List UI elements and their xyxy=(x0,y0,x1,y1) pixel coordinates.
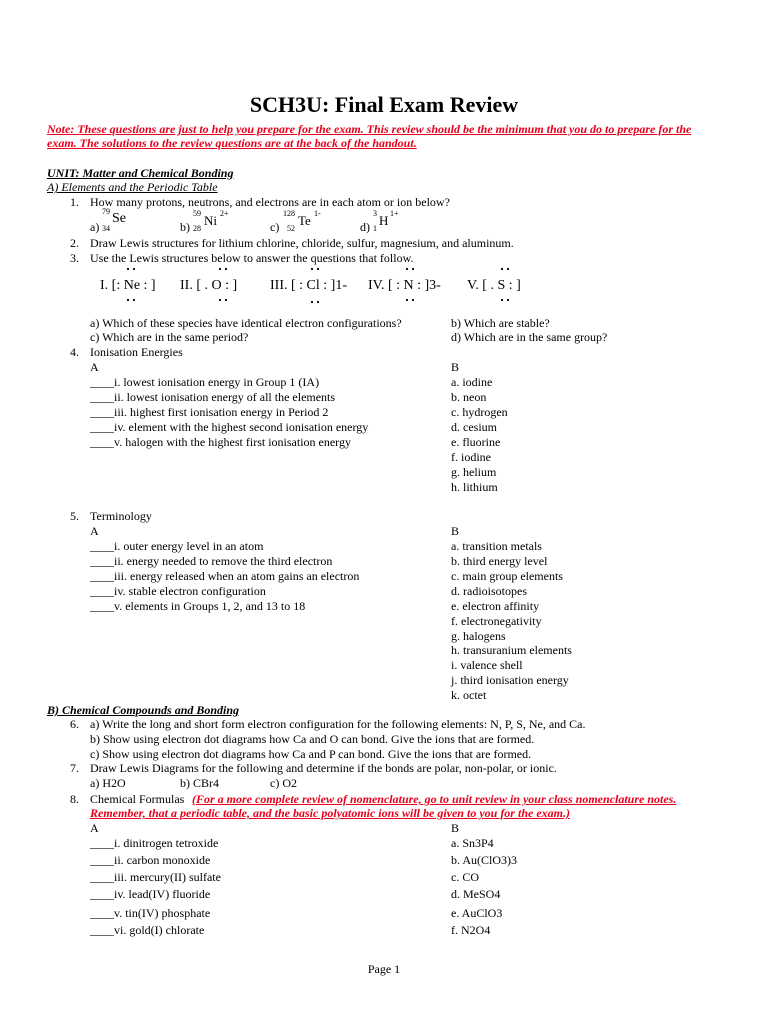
q1-d-atomic: 1 xyxy=(373,224,377,233)
q3-question-d: d) Which are in the same group? xyxy=(451,330,608,344)
q3-question-b: b) Which are stable? xyxy=(451,316,550,330)
lewis-structure-5: V. [ . S : ] xyxy=(467,278,521,293)
q4-left-item: ____iv. element with the highest second ionisation energy xyxy=(90,420,369,434)
q5-right-item: j. third ionisation energy xyxy=(451,673,569,687)
q1-b-atomic: 28 xyxy=(193,224,201,233)
q1-a-atomic: 34 xyxy=(102,224,110,233)
q4-number: 4. xyxy=(70,345,79,359)
q5-column-b: B xyxy=(451,524,460,538)
q8-column-b: B xyxy=(451,821,460,835)
q8-right-item: c. CO xyxy=(451,870,479,884)
q3-number: 3. xyxy=(70,251,79,265)
q1-number: 1. xyxy=(70,195,79,209)
lewis-structure-1: I. [: Ne : ] xyxy=(100,278,156,293)
q5-heading: Terminology xyxy=(90,509,152,523)
q5-right-item: i. valence shell xyxy=(451,658,523,672)
unit-heading: UNIT: Matter and Chemical Bonding xyxy=(47,166,234,180)
page-title: SCH3U: Final Exam Review xyxy=(249,92,519,117)
lewis-structure-3: III. [ : Cl : ]1- xyxy=(270,278,347,293)
q8-left-item: ____iv. lead(IV) fluoride xyxy=(90,887,211,901)
q1-c-atomic: 52 xyxy=(287,224,295,233)
q4-right-item: h. lithium xyxy=(451,480,498,494)
q5-right-item: g. halogens xyxy=(451,629,506,643)
q4-right-item: e. fluorine xyxy=(451,435,501,449)
page-number: Page 1 xyxy=(367,962,401,976)
q7-part-c: c) O2 xyxy=(270,776,297,790)
q1-c-label: c) xyxy=(270,220,280,234)
lewis-structure-2: II. [ . O : ] xyxy=(180,278,238,293)
q1-d-charge: 1+ xyxy=(390,209,399,218)
q1-a-label: a) xyxy=(90,220,100,234)
q3-text: Use the Lewis structures below to answer the questions that follow. xyxy=(90,251,414,265)
q4-right-item: a. iodine xyxy=(451,375,493,389)
q5-right-item: c. main group elements xyxy=(451,569,563,583)
q7-number: 7. xyxy=(70,761,79,775)
q4-left-item: ____i. lowest ionisation energy in Group 1 (IA) xyxy=(90,375,320,389)
q8-right-item: e. AuClO3 xyxy=(451,906,503,920)
q8-left-item: ____vi. gold(I) chlorate xyxy=(90,923,205,937)
q5-right-item: b. third energy level xyxy=(451,554,548,568)
q2-text: Draw Lewis structures for lithium chlorine, chloride, sulfur, magnesium, and aluminum. xyxy=(90,236,514,250)
q1-d-symbol: H xyxy=(379,213,389,228)
q1-a-mass: 79 xyxy=(102,207,110,216)
q4-right-item: b. neon xyxy=(451,390,487,404)
q5-left-item: ____iii. energy released when an atom gains an electron xyxy=(90,569,360,583)
q1-c-symbol: Te xyxy=(298,213,311,228)
q8-note-line-1: (For a more complete review of nomenclature, go to unit review in your class nomenclature notes. xyxy=(192,792,677,806)
q4-right-item: g. helium xyxy=(451,465,497,479)
q5-column-a: A xyxy=(90,524,99,538)
q8-right-item: d. MeSO4 xyxy=(451,887,501,901)
section-b-heading: B) Chemical Compounds and Bonding xyxy=(47,703,240,717)
q4-heading: Ionisation Energies xyxy=(90,345,183,359)
q1-a-symbol: Se xyxy=(112,211,126,226)
q5-left-item: ____i. outer energy level in an atom xyxy=(90,539,264,553)
q5-right-item: h. transuranium elements xyxy=(451,643,572,657)
q1-b-mass: 59 xyxy=(193,209,201,218)
q5-left-item: ____iv. stable electron configuration xyxy=(90,584,266,598)
q5-right-item: k. octet xyxy=(451,688,487,702)
q8-left-item: ____v. tin(IV) phosphate xyxy=(90,906,211,920)
q7-text: Draw Lewis Diagrams for the following and determine if the bonds are polar, non-polar, or ionic. xyxy=(90,761,557,775)
q8-right-item: f. N2O4 xyxy=(451,923,491,937)
lewis-dots-graphic xyxy=(0,0,768,320)
q4-right-item: c. hydrogen xyxy=(451,405,508,419)
q6-number: 6. xyxy=(70,717,79,731)
q3-question-a: a) Which of these species have identical electron configurations? xyxy=(90,316,402,330)
q8-left-item: ____ii. carbon monoxide xyxy=(90,853,211,867)
section-a-heading: A) Elements and the Periodic Table xyxy=(47,180,218,194)
q8-right-item: b. Au(ClO3)3 xyxy=(451,853,517,867)
q5-right-item: e. electron affinity xyxy=(451,599,540,613)
q5-right-item: a. transition metals xyxy=(451,539,542,553)
q1-text: How many protons, neutrons, and electrons are in each atom or ion below? xyxy=(90,195,450,209)
q8-note-line-2: Remember, that a periodic table, and the basic polyatomic ions will be given to you for the exam.) xyxy=(90,806,570,820)
q8-left-item: ____iii. mercury(II) sulfate xyxy=(90,870,221,884)
q8-right-item: a. Sn3P4 xyxy=(451,836,494,850)
q1-d-mass: 3 xyxy=(373,209,377,218)
q1-b-symbol: Ni xyxy=(204,213,217,228)
q4-right-item: d. cesium xyxy=(451,420,497,434)
q6-part-a: a) Write the long and short form electron configuration for the following elements: N, P, S, Ne, and Ca. xyxy=(90,717,586,731)
lewis-structure-4: IV. [ : N : ]3- xyxy=(368,278,441,293)
q1-b-charge: 2+ xyxy=(220,209,229,218)
q8-heading: Chemical Formulas xyxy=(90,792,185,806)
q5-number: 5. xyxy=(70,509,79,523)
q6-part-b: b) Show using electron dot diagrams how Ca and O can bond. Give the ions that are formed. xyxy=(90,732,535,746)
q5-left-item: ____v. elements in Groups 1, 2, and 13 to 18 xyxy=(90,599,306,613)
q5-right-item: f. electronegativity xyxy=(451,614,542,628)
note-line-2: exam. The solutions to the review questions are at the back of the handout. xyxy=(47,136,417,150)
q4-column-b: B xyxy=(451,360,460,374)
q5-left-item: ____ii. energy needed to remove the third electron xyxy=(90,554,333,568)
q1-c-mass: 128 xyxy=(283,209,295,218)
q7-part-a: a) H2O xyxy=(90,776,126,790)
q2-number: 2. xyxy=(70,236,79,250)
q4-left-item: ____iii. highest first ionisation energy in Period 2 xyxy=(90,405,329,419)
note-line-1: Note: These questions are just to help you prepare for the exam. This review should be the minimum that you do to prepare for the xyxy=(47,122,692,136)
q4-column-a: A xyxy=(90,360,99,374)
q8-column-a: A xyxy=(90,821,99,835)
q4-left-item: ____v. halogen with the highest first ionisation energy xyxy=(90,435,351,449)
q7-part-b: b) CBr4 xyxy=(180,776,219,790)
q8-number: 8. xyxy=(70,792,79,806)
q5-right-item: d. radioisotopes xyxy=(451,584,527,598)
q3-question-c: c) Which are in the same period? xyxy=(90,330,249,344)
q6-part-c: c) Show using electron dot diagrams how Ca and P can bond. Give the ions that are formed. xyxy=(90,747,532,761)
q1-c-charge: 1- xyxy=(314,209,321,218)
q4-left-item: ____ii. lowest ionisation energy of all the elements xyxy=(90,390,336,404)
q8-left-item: ____i. dinitrogen tetroxide xyxy=(90,836,219,850)
q4-right-item: f. iodine xyxy=(451,450,491,464)
q1-b-label: b) xyxy=(180,220,190,234)
q1-d-label: d) xyxy=(360,220,370,234)
